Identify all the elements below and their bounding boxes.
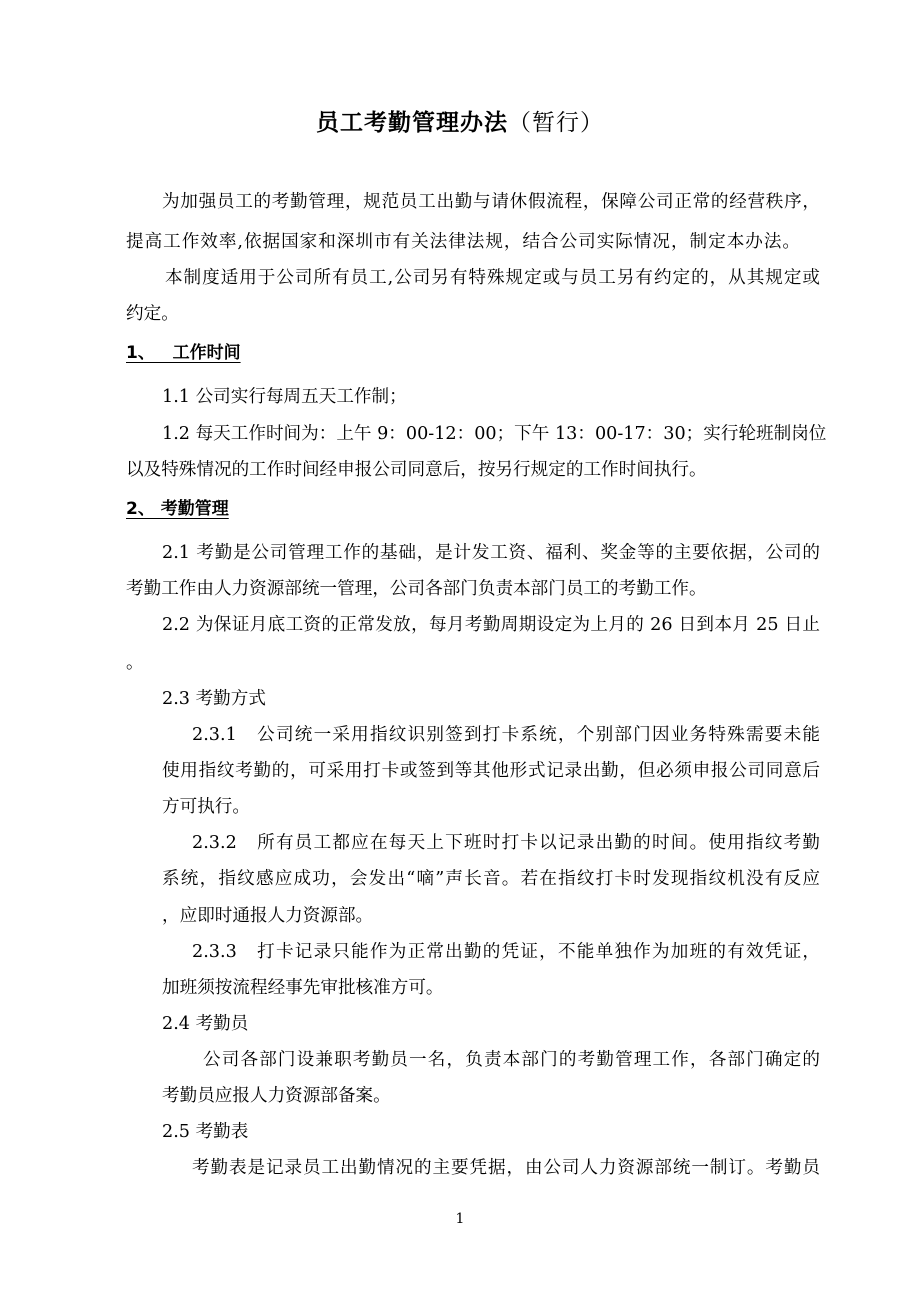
- clause-2-2-line-1: 2.2 为保证月底工资的正常发放，每月考勤周期设定为上月的 26 日到本月 25 日止: [162, 615, 820, 635]
- clause-2-4: 2.4 考勤员: [162, 1014, 249, 1034]
- scope-line-1: 本制度适用于公司所有员工,公司另有特殊规定或与员工另有约定的，从其规定或: [165, 268, 820, 288]
- document-title: [0, 106, 920, 140]
- clause-2-5: 2.5 考勤表: [162, 1122, 249, 1142]
- clause-2-4-body-line-2: 考勤员应报人力资源部备案。: [162, 1086, 391, 1106]
- intro-line-2: 提高工作效率,依据国家和深圳市有关法律法规，结合公司实际情况，制定本办法。: [126, 232, 800, 252]
- clause-2-5-body-line-1: 考勤表是记录员工出勤情况的主要凭据，由公司人力资源部统一制订。考勤员: [192, 1158, 820, 1178]
- clause-2-2-line-2: 。: [126, 653, 144, 673]
- clause-2-4-body-line-1: 公司各部门设兼职考勤员一名，负责本部门的考勤管理工作，各部门确定的: [203, 1050, 820, 1070]
- section-heading-2: 2、 考勤管理: [126, 499, 229, 519]
- clause-2-3-2-line-2: 系统，指纹感应成功，会发出“嘀”声长音。若在指纹打卡时发现指纹机没有反应: [162, 869, 820, 889]
- clause-1-1: 1.1 公司实行每周五天工作制；: [162, 387, 407, 407]
- clause-2-1-line-2: 考勤工作由人力资源部统一管理，公司各部门负责本部门员工的考勤工作。: [126, 579, 707, 599]
- clause-2-3-2-line-1: 2.3.2 所有员工都应在每天上下班时打卡以记录出勤的时间。使用指纹考勤: [192, 833, 820, 853]
- clause-2-3-2-line-3: ，应即时通报人力资源部。: [162, 906, 374, 926]
- clause-1-2-line-1: 1.2 每天工作时间为：上午 9：00-12：00；下午 13：00-17：30；实行轮班制岗位: [162, 424, 827, 444]
- clause-2-3-1-line-1: 2.3.1 公司统一采用指纹识别签到打卡系统，个别部门因业务特殊需要未能: [192, 725, 820, 745]
- section-heading-1: 1、 工作时间: [126, 343, 241, 363]
- clause-2-3-1-line-3: 方可执行。: [162, 797, 250, 817]
- title-suffix: （暂行）: [508, 110, 604, 136]
- clause-2-1-line-1: 2.1 考勤是公司管理工作的基础，是计发工资、福利、奖金等的主要依据，公司的: [162, 543, 820, 563]
- clause-1-2-line-2: 以及特殊情况的工作时间经申报公司同意后，按另行规定的工作时间执行。: [126, 460, 707, 480]
- page-number: 1: [455, 1211, 465, 1227]
- clause-2-3-3-line-2: 加班须按流程经事先审批核准方可。: [162, 978, 444, 998]
- clause-2-3-3-line-1: 2.3.3 打卡记录只能作为正常出勤的凭证，不能单独作为加班的有效凭证，: [192, 942, 820, 962]
- clause-2-3: 2.3 考勤方式: [162, 689, 266, 709]
- title-main: 员工考勤管理办法: [316, 110, 508, 136]
- clause-2-3-1-line-2: 使用指纹考勤的，可采用打卡或签到等其他形式记录出勤，但必须申报公司同意后: [162, 761, 820, 781]
- scope-line-2: 约定。: [126, 304, 179, 324]
- intro-line-1: 为加强员工的考勤管理，规范员工出勤与请休假流程，保障公司正常的经营秩序，: [162, 192, 820, 212]
